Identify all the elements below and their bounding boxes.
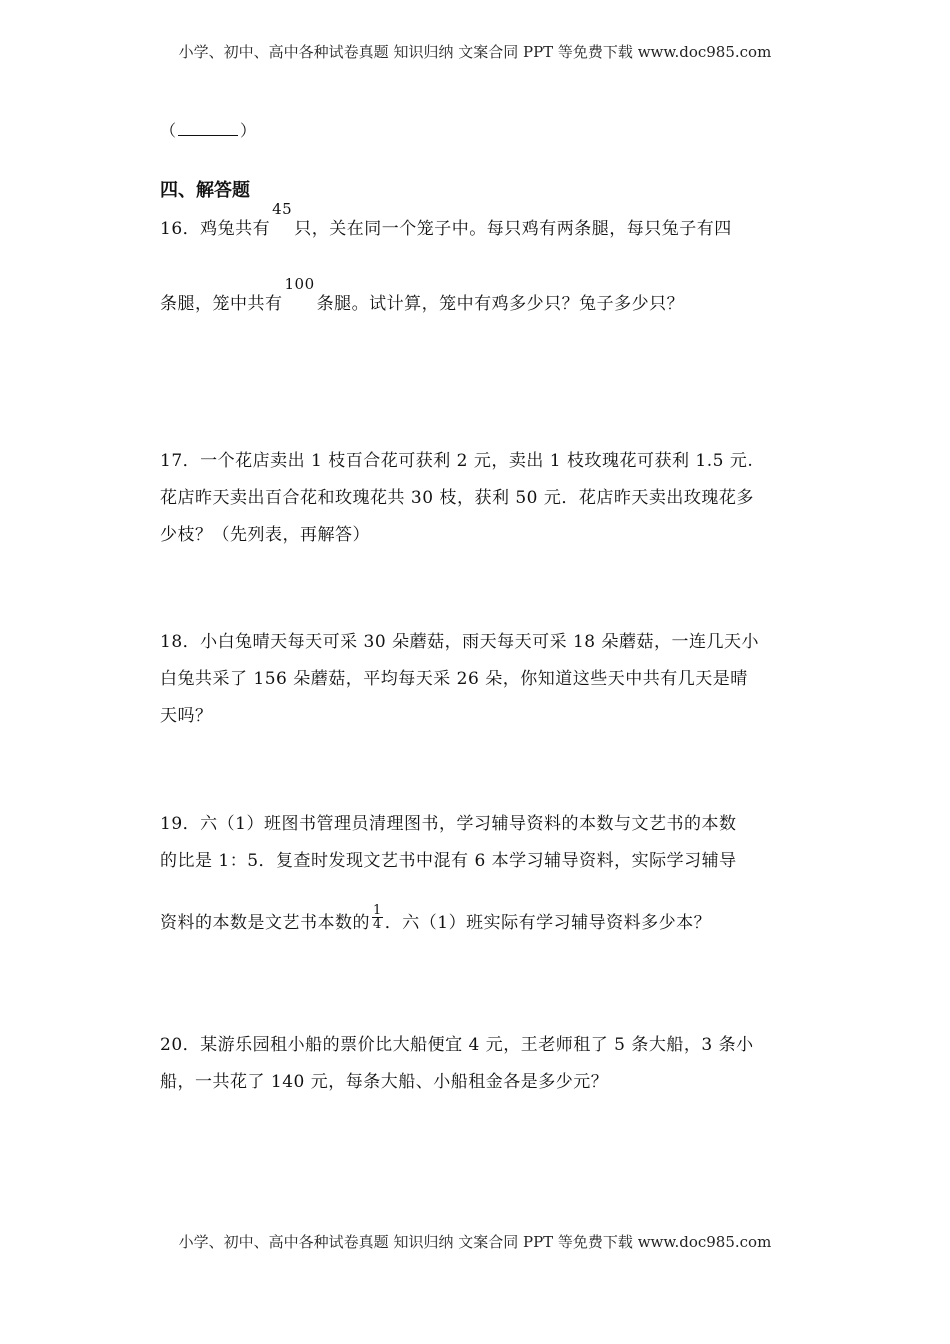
q17-line2: 花店昨天卖出百合花和玫瑰花共 30 枝，获利 50 元．花店昨天卖出玫瑰花多 (160, 488, 754, 508)
q20-line1: 20．某游乐园租小船的票价比大船便宜 4 元，王老师租了 5 条大船，3 条小 (160, 1035, 754, 1055)
q16-number-45: 45 (272, 200, 293, 218)
q16-text-d: 条腿。试计算，笼中有鸡多少只？兔子多少只？ (316, 294, 685, 314)
q18-line2: 白兔共采了 156 朵蘑菇，平均每天采 26 朵，你知道这些天中共有几天是晴 (160, 669, 748, 689)
q16-text-a: 16．鸡兔共有 (160, 219, 271, 239)
q18-line1: 18．小白兔晴天每天可采 30 朵蘑菇，雨天每天可采 18 朵蘑菇，一连几天小 (160, 632, 760, 652)
q19-line1: 19．六（1）班图书管理员清理图书，学习辅导资料的本数与文艺书的本数 (160, 814, 737, 834)
q16-number-100: 100 (284, 275, 315, 293)
q19-line3 (160, 903, 712, 937)
q16-text-c: 条腿，笼中共有 (160, 294, 283, 314)
q19-line2: 的比是 1：5．复查时发现文艺书中混有 6 本学习辅导资料，实际学习辅导 (160, 851, 737, 871)
q19-text-b: ．六（1）班实际有学习辅导资料多少本？ (384, 913, 712, 933)
q18-line3: 天吗？ (160, 706, 213, 726)
page-footer: 小学、初中、高中各种试卷真题 知识归纳 文案合同 PPT 等免费下载 www.doc985.com (178, 1233, 772, 1251)
blank-close-paren: ） (240, 121, 257, 140)
q20-line2: 船，一共花了 140 元，每条大船、小船租金各是多少元？ (160, 1072, 609, 1092)
fraction-numerator: 1 (373, 903, 382, 918)
q17-line3: 少枝？（先列表，再解答） (160, 525, 370, 545)
blank-line (178, 121, 238, 136)
q17-line1: 17．一个花店卖出 1 枝百合花可获利 2 元，卖出 1 枝玫瑰花可获利 1.5 元. (160, 451, 754, 471)
blank-open-paren: （ (160, 121, 177, 140)
q19-fraction (372, 904, 383, 931)
fraction-denominator: 4 (373, 917, 382, 932)
q16-line1 (160, 200, 732, 239)
section-title: 四、解答题 (160, 180, 250, 201)
answer-blank (160, 118, 256, 141)
q16-line2 (160, 275, 685, 314)
page-header: 小学、初中、高中各种试卷真题 知识归纳 文案合同 PPT 等免费下载 www.doc985.com (178, 43, 772, 61)
q16-text-b: 只，关在同一个笼子中。每只鸡有两条腿，每只兔子有四 (294, 219, 732, 239)
q19-text-a: 资料的本数是文艺书本数的 (160, 913, 370, 933)
